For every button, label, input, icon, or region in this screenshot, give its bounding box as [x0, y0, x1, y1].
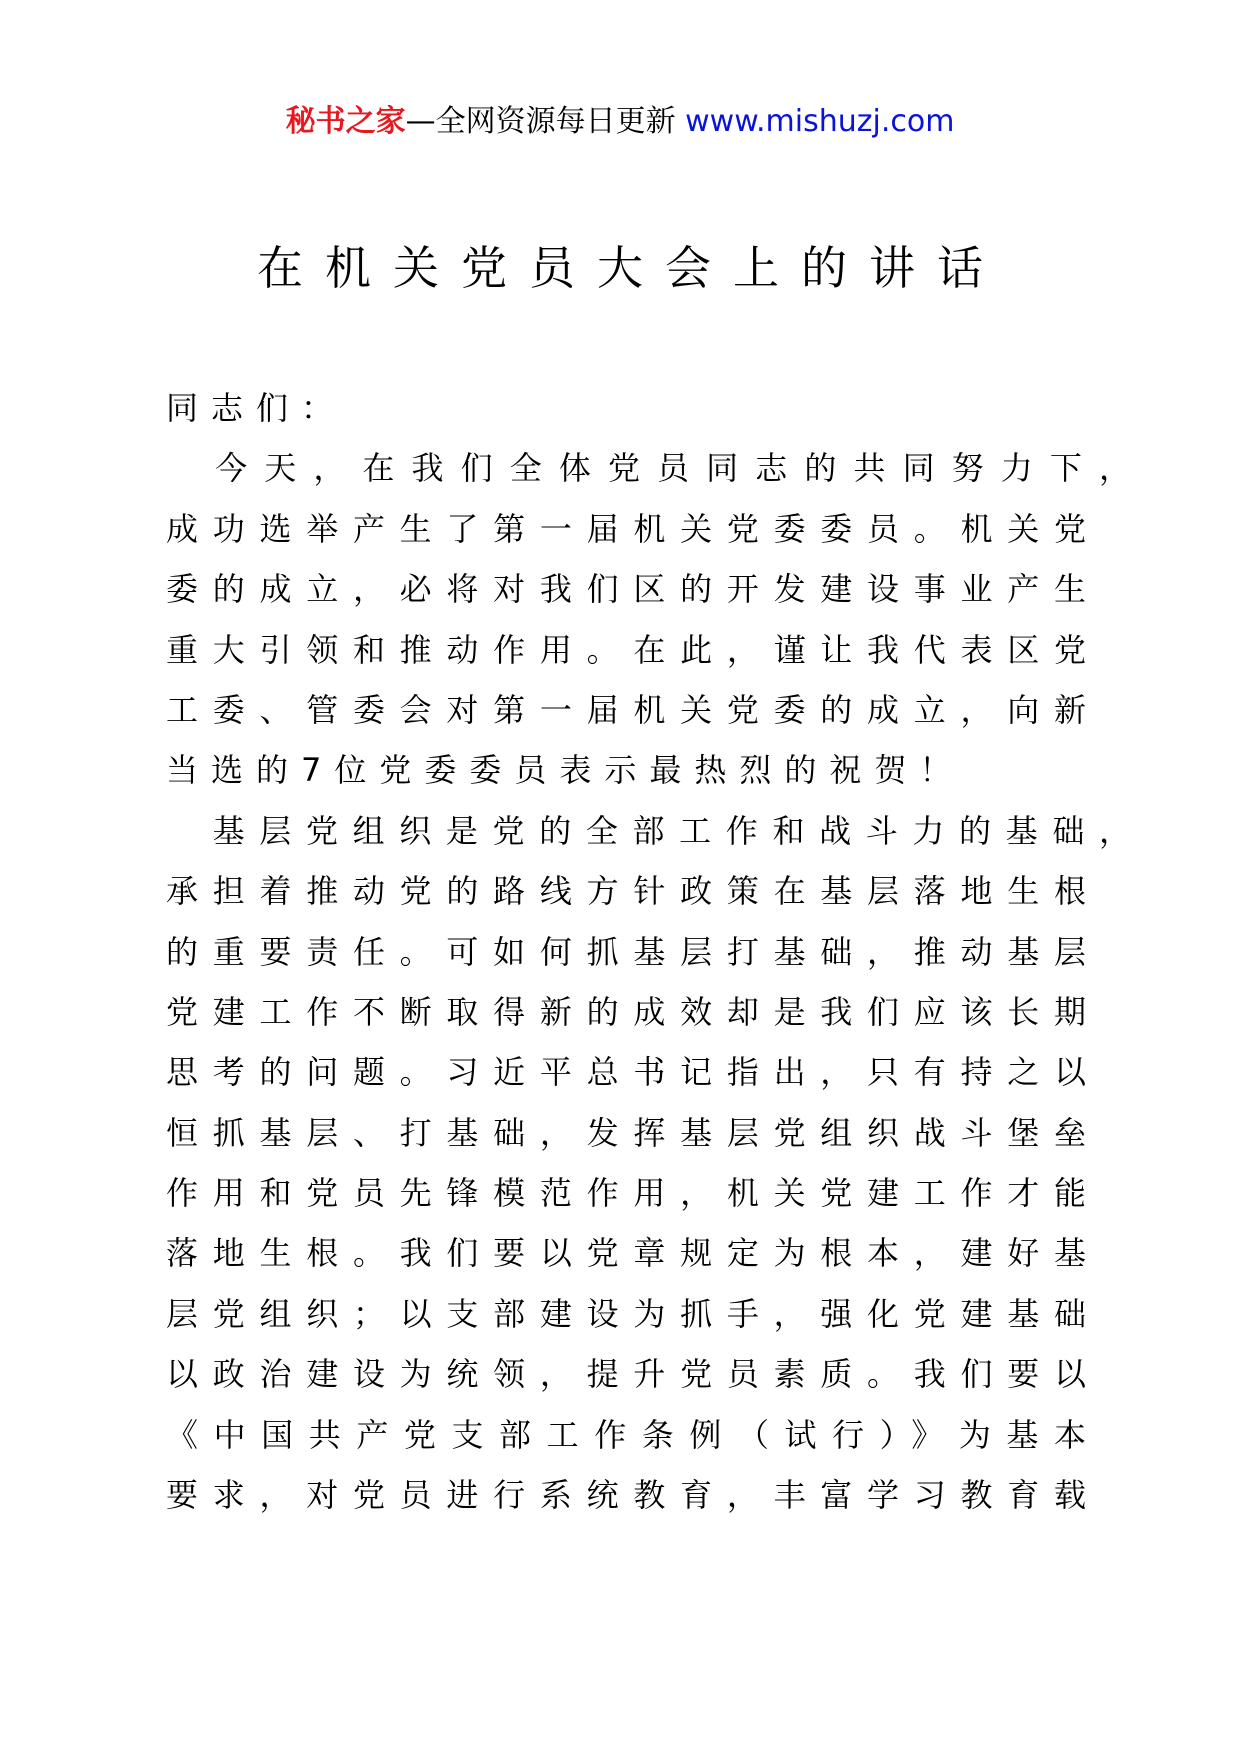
text-line: 今天，在我们全体党员同志的共同努力下，: [166, 449, 1131, 488]
text-line: 要求，对党员进行系统教育，丰富学习教育载: [166, 1476, 1086, 1515]
site-url[interactable]: www.mishuzj.com: [685, 104, 955, 139]
text-line: 《中国共产党支部工作条例（试行）》为基本: [166, 1415, 1086, 1454]
text-line: 当选的7位党委委员表示最热烈的祝贺！: [166, 751, 965, 790]
text-line: 落地生根。我们要以党章规定为根本，建好基: [166, 1234, 1086, 1273]
speech-body: [166, 378, 1131, 1525]
text-line: 重大引领和推动作用。在此，谨让我代表区党: [166, 630, 1086, 669]
text-line: 以政治建设为统领，提升党员素质。我们要以: [166, 1355, 1086, 1394]
document-title: 在机关党员大会上的讲话: [257, 241, 1005, 295]
site-brand: 秘书之家: [285, 104, 406, 139]
text-line: 层党组织；以支部建设为抓手，强化党建基础: [166, 1294, 1086, 1333]
site-tagline: —全网资源每日更新: [405, 104, 686, 139]
text-line: 成功选举产生了第一届机关党委委员。机关党: [166, 509, 1086, 548]
text-line: 承担着推动党的路线方针政策在基层落地生根: [166, 872, 1086, 911]
text-line: 思考的问题。习近平总书记指出，只有持之以: [166, 1053, 1086, 1092]
text-line: 工委、管委会对第一届机关党委的成立，向新: [166, 690, 1086, 729]
text-line: 基层党组织是党的全部工作和战斗力的基础，: [166, 811, 1131, 850]
text-line: 恒抓基层、打基础，发挥基层党组织战斗堡垒: [166, 1113, 1086, 1152]
text-line: 的重要责任。可如何抓基层打基础，推动基层: [166, 932, 1086, 971]
text-line: 委的成立，必将对我们区的开发建设事业产生: [166, 570, 1086, 609]
text-line: 作用和党员先锋模范作用，机关党建工作才能: [166, 1174, 1086, 1213]
site-header: [0, 102, 1240, 142]
salutation: 同志们：: [166, 389, 347, 427]
text-line: 党建工作不断取得新的成效却是我们应该长期: [166, 992, 1086, 1031]
